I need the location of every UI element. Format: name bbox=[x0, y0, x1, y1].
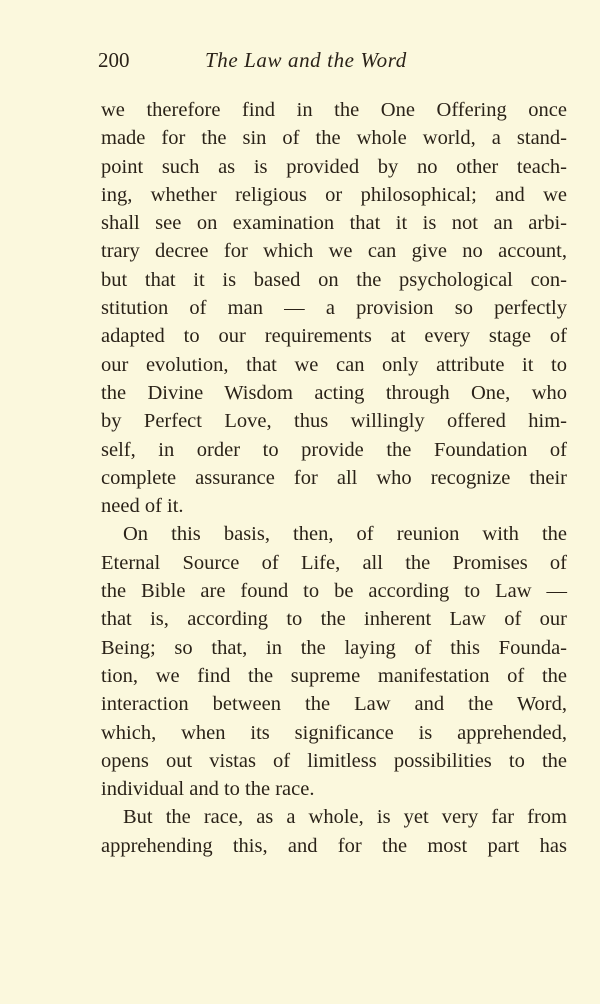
text-line: the Bible are found to be according to Law — bbox=[101, 580, 567, 603]
text-line: trary decree for which we can give no account, bbox=[101, 240, 567, 263]
text-line: tion, we find the supreme manifestation of the bbox=[101, 664, 567, 687]
text-line: Eternal Source of Life, all the Promises of bbox=[101, 551, 567, 574]
text-line: But the race, as a whole, is yet very far from bbox=[123, 806, 567, 829]
text-line: our evolution, that we can only attribute it to bbox=[101, 353, 567, 376]
page-header bbox=[98, 48, 463, 76]
text-line: On this basis, then, of reunion with the bbox=[123, 523, 567, 546]
text-line: shall see on examination that it is not an arbi- bbox=[101, 212, 567, 235]
text-line: Being; so that, in the laying of this Founda- bbox=[101, 636, 567, 659]
text-line: that is, according to the inherent Law of our bbox=[101, 608, 567, 631]
text-line: we therefore find in the One Offering once bbox=[101, 99, 567, 121]
text-line: which, when its significance is apprehended, bbox=[101, 721, 567, 744]
text-line: by Perfect Love, thus willingly offered him- bbox=[101, 410, 567, 433]
text-line: ing, whether religious or philosophical; and we bbox=[101, 183, 567, 206]
running-title: The Law and the Word bbox=[205, 48, 407, 72]
text-line: apprehending this, and for the most part has bbox=[101, 834, 567, 857]
text-line: stitution of man — a provision so perfectly bbox=[101, 297, 567, 320]
text-line: interaction between the Law and the Word, bbox=[101, 693, 567, 716]
text-line: made for the sin of the whole world, a stand- bbox=[101, 127, 567, 150]
text-line: but that it is based on the psychological con- bbox=[101, 268, 567, 291]
text-line: the Divine Wisdom acting through One, who bbox=[101, 381, 567, 404]
page-number: 200 bbox=[98, 48, 130, 72]
text-line: self, in order to provide the Foundation of bbox=[101, 438, 567, 461]
text-line: complete assurance for all who recognize their bbox=[101, 466, 567, 489]
text-line: individual and to the race. bbox=[101, 778, 315, 801]
body-text bbox=[101, 96, 567, 860]
text-line: need of it. bbox=[101, 495, 184, 518]
text-line: point such as is provided by no other teach- bbox=[101, 155, 567, 178]
text-line: adapted to our requirements at every stage of bbox=[101, 325, 567, 348]
text-line: opens out vistas of limitless possibilities to the bbox=[101, 749, 567, 772]
